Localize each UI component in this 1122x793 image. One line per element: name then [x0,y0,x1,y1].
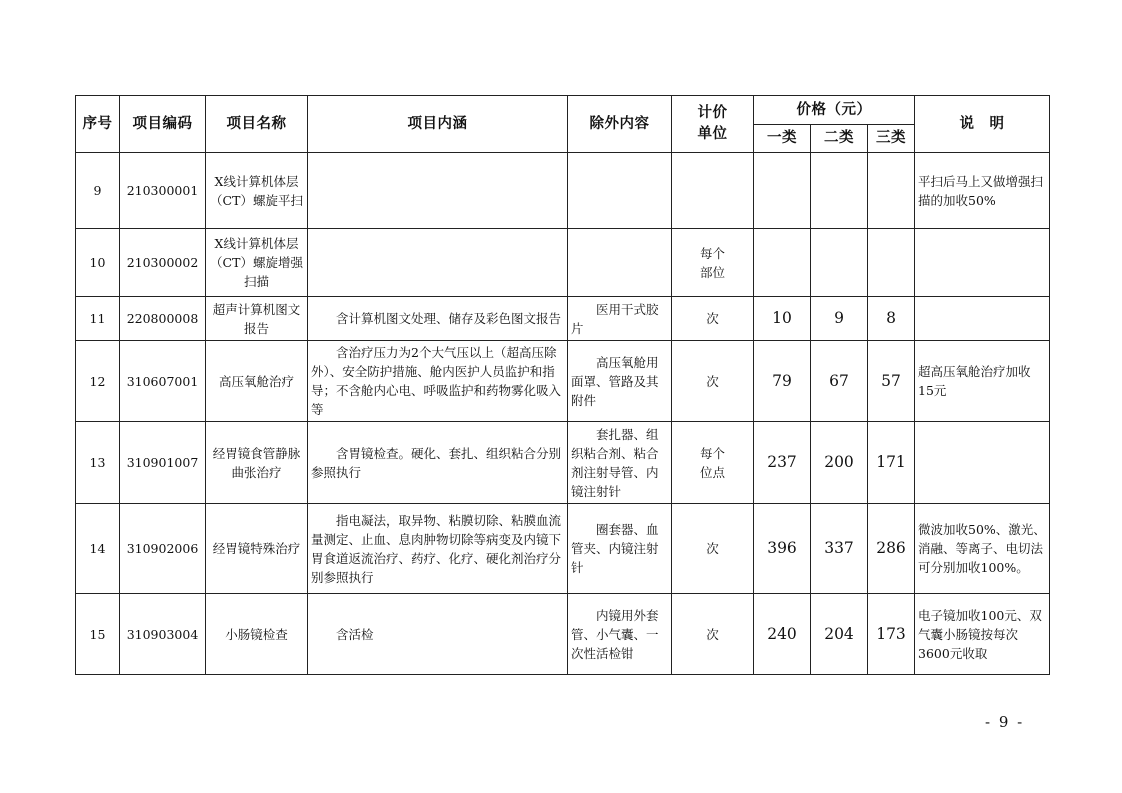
cell-price-class3: 8 [868,297,915,341]
cell-unit: 次 [672,297,754,341]
cell-price-class1: 10 [754,297,811,341]
cell-seq: 12 [76,341,120,422]
cell-code: 220800008 [120,297,206,341]
cell-seq: 15 [76,594,120,675]
cell-notes: 平扫后马上又做增强扫描的加收50% [915,153,1050,229]
table-row [76,594,1050,675]
header-name: 项目名称 [206,96,308,153]
cell-content: 含活检 [308,594,568,675]
header-notes: 说 明 [915,96,1050,153]
cell-item-name: 高压氧舱治疗 [206,341,308,422]
cell-exclusions: 套扎器、组织粘合剂、粘合剂注射导管、内镜注射针 [568,422,672,504]
cell-item-name: 经胃镜食管静脉曲张治疗 [206,422,308,504]
page-number: - 9 - [985,713,1025,731]
cell-exclusions [568,229,672,297]
cell-price-class2 [811,153,868,229]
cell-unit: 次 [672,504,754,594]
cell-price-class3: 171 [868,422,915,504]
header-exclusions: 除外内容 [568,96,672,153]
cell-price-class3: 286 [868,504,915,594]
cell-price-class2: 204 [811,594,868,675]
cell-seq: 14 [76,504,120,594]
cell-code: 310903004 [120,594,206,675]
cell-item-name: X线计算机体层（CT）螺旋平扫 [206,153,308,229]
header-unit: 计价 单位 [672,96,754,153]
cell-item-name: 小肠镜检查 [206,594,308,675]
cell-exclusions: 内镜用外套管、小气囊、一次性活检钳 [568,594,672,675]
cell-price-class3: 57 [868,341,915,422]
cell-seq: 13 [76,422,120,504]
cell-price-class3: 173 [868,594,915,675]
header-price: 价格（元） [754,96,915,125]
cell-price-class3 [868,229,915,297]
cell-code: 310607001 [120,341,206,422]
cell-notes: 微波加收50%、激光、消融、等离子、电切法可分别加收100%。 [915,504,1050,594]
cell-notes [915,422,1050,504]
cell-content: 指电凝法，取异物、粘膜切除、粘膜血流量测定、止血、息肉肿物切除等病变及内镜下胃食道返流治疗、药疗、化疗、硬化剂治疗分别参照执行 [308,504,568,594]
cell-price-class1: 396 [754,504,811,594]
cell-price-class1: 237 [754,422,811,504]
table-row [76,504,1050,594]
cell-price-class2: 9 [811,297,868,341]
table-row [76,297,1050,341]
cell-price-class2: 337 [811,504,868,594]
cell-item-name: 超声计算机图文报告 [206,297,308,341]
table-row [76,422,1050,504]
cell-content: 含计算机图文处理、储存及彩色图文报告 [308,297,568,341]
cell-item-name: X线计算机体层（CT）螺旋增强扫描 [206,229,308,297]
cell-seq: 10 [76,229,120,297]
header-content: 项目内涵 [308,96,568,153]
cell-exclusions: 高压氧舱用面罩、管路及其附件 [568,341,672,422]
table-row [76,229,1050,297]
cell-exclusions: 医用干式胶片 [568,297,672,341]
cell-content [308,229,568,297]
cell-price-class3 [868,153,915,229]
cell-notes: 超高压氧舱治疗加收15元 [915,341,1050,422]
cell-price-class2: 200 [811,422,868,504]
header-class2: 二类 [811,125,868,153]
cell-price-class1 [754,153,811,229]
cell-content: 含治疗压力为2个大气压以上（超高压除外）、安全防护措施、舱内医护人员监护和指导；不含舱内心电、呼吸监护和药物雾化吸入等 [308,341,568,422]
cell-exclusions: 圈套器、血管夹、内镜注射针 [568,504,672,594]
table-body [76,153,1050,675]
cell-price-class2 [811,229,868,297]
price-table [75,95,1050,675]
cell-seq: 9 [76,153,120,229]
cell-code: 310902006 [120,504,206,594]
cell-notes [915,229,1050,297]
cell-exclusions [568,153,672,229]
cell-code: 210300002 [120,229,206,297]
cell-unit: 每个位点 [672,422,754,504]
header-code: 项目编码 [120,96,206,153]
cell-notes: 电子镜加收100元、双气囊小肠镜按每次3600元收取 [915,594,1050,675]
table-row [76,153,1050,229]
cell-price-class1: 240 [754,594,811,675]
header-seq: 序号 [76,96,120,153]
cell-price-class1 [754,229,811,297]
cell-content [308,153,568,229]
cell-notes [915,297,1050,341]
cell-unit [672,153,754,229]
cell-code: 310901007 [120,422,206,504]
cell-price-class1: 79 [754,341,811,422]
cell-unit: 次 [672,594,754,675]
header-class1: 一类 [754,125,811,153]
cell-content: 含胃镜检查。硬化、套扎、组织粘合分别参照执行 [308,422,568,504]
cell-unit: 每个部位 [672,229,754,297]
table-row [76,341,1050,422]
cell-price-class2: 67 [811,341,868,422]
header-class3: 三类 [868,125,915,153]
cell-unit: 次 [672,341,754,422]
cell-seq: 11 [76,297,120,341]
cell-item-name: 经胃镜特殊治疗 [206,504,308,594]
cell-code: 210300001 [120,153,206,229]
